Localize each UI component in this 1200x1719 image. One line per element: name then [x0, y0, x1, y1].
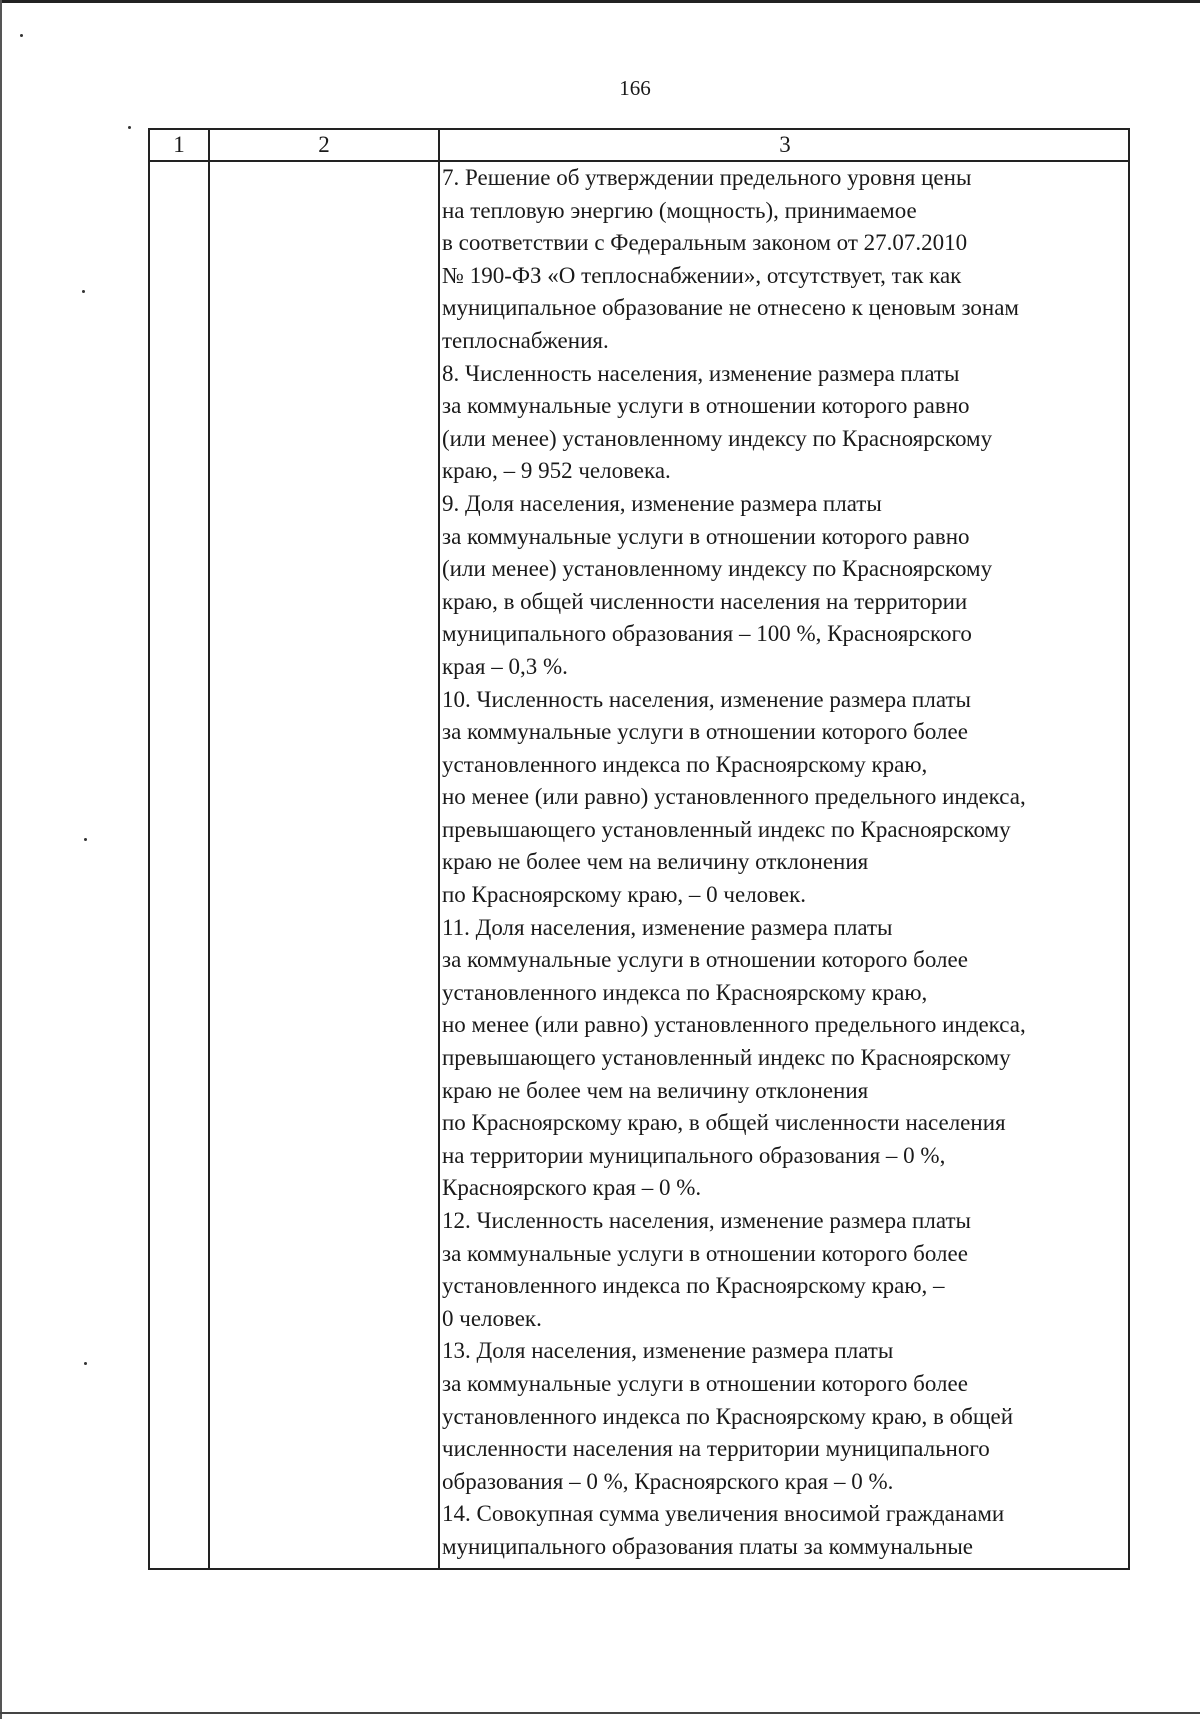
- text-line: превышающего установленный индекс по Красноярскому: [442, 1045, 1011, 1071]
- page-number: 166: [619, 76, 651, 100]
- text-line: муниципального образования – 100 %, Красноярского: [442, 621, 972, 647]
- text-line: 8. Численность населения, изменение размера платы: [442, 360, 960, 386]
- column-divider: [438, 130, 440, 1568]
- text-line: образования – 0 %, Красноярского края – 0 %.: [442, 1468, 894, 1494]
- text-line: муниципального образования платы за коммунальные: [442, 1533, 973, 1559]
- text-line: установленного индекса по Красноярскому краю,: [442, 751, 928, 777]
- text-line: за коммунальные услуги в отношении которого равно: [442, 393, 970, 419]
- text-line: численности населения на территории муниципального: [442, 1436, 990, 1462]
- text-line: Красноярского края – 0 %.: [442, 1175, 702, 1201]
- text-line: за коммунальные услуги в отношении которого равно: [442, 523, 970, 549]
- scan-speck: [82, 290, 85, 293]
- text-line: за коммунальные услуги в отношении которого более: [442, 719, 968, 745]
- text-line: за коммунальные услуги в отношении которого более: [442, 947, 968, 973]
- scan-edge-left: [0, 0, 2, 1719]
- column-header-3: 3: [779, 132, 791, 157]
- column-header-1: 1: [173, 132, 185, 157]
- text-line: за коммунальные услуги в отношении которого более: [442, 1370, 968, 1396]
- text-line: края – 0,3 %.: [442, 653, 568, 679]
- text-line: муниципальное образование не отнесено к ценовым зонам: [442, 295, 1019, 321]
- text-line: 12. Численность населения, изменение размера платы: [442, 1208, 971, 1233]
- text-line: 9. Доля населения, изменение размера платы: [442, 490, 882, 516]
- column-divider: [208, 130, 210, 1568]
- text-line: (или менее) установленному индексу по Красноярскому: [442, 556, 993, 582]
- text-line: 7. Решение об утверждении предельного уровня цены: [442, 165, 972, 190]
- text-line: 10. Численность населения, изменение размера платы: [442, 686, 971, 712]
- column-3-cell: [442, 162, 1132, 1564]
- scan-edge-bottom: [0, 1712, 1200, 1714]
- column-header-2: 2: [318, 132, 330, 157]
- text-line: на территории муниципального образования – 0 %,: [442, 1142, 946, 1168]
- text-line: в соответствии с Федеральным законом от 27.07.2010: [442, 230, 968, 256]
- text-line: по Красноярскому краю, в общей численности населения: [442, 1110, 1006, 1136]
- document-table: [148, 128, 1130, 1570]
- text-line: 14. Совокупная сумма увеличения вносимой гражданами: [442, 1501, 1005, 1527]
- scan-speck: [84, 838, 87, 841]
- text-line: установленного индекса по Красноярскому краю, –: [442, 1273, 945, 1299]
- text-line: (или менее) установленному индексу по Красноярскому: [442, 425, 993, 451]
- text-line: краю, – 9 952 человека.: [442, 458, 671, 484]
- text-line: 11. Доля населения, изменение размера платы: [442, 914, 893, 940]
- text-line: краю не более чем на величину отклонения: [442, 1077, 869, 1103]
- scan-edge-top: [0, 0, 1200, 3]
- text-line: № 190-ФЗ «О теплоснабжении», отсутствует, так как: [442, 262, 962, 288]
- text-line: превышающего установленный индекс по Красноярскому: [442, 816, 1011, 842]
- text-line: установленного индекса по Красноярскому краю, в общей: [442, 1403, 1014, 1429]
- text-line: теплоснабжения.: [442, 327, 609, 353]
- text-line: краю, в общей численности населения на территории: [442, 588, 968, 614]
- text-line: краю не более чем на величину отклонения: [442, 849, 869, 875]
- text-line: но менее (или равно) установленного предельного индекса,: [442, 784, 1026, 810]
- text-line: по Красноярскому краю, – 0 человек.: [442, 882, 807, 908]
- scan-speck: [20, 34, 23, 37]
- scan-speck: [128, 126, 131, 129]
- text-line: 0 человек.: [442, 1305, 542, 1331]
- scan-speck: [84, 1362, 87, 1365]
- text-line: но менее (или равно) установленного предельного индекса,: [442, 1012, 1026, 1038]
- text-line: установленного индекса по Красноярскому краю,: [442, 979, 928, 1005]
- text-line: на тепловую энергию (мощность), принимаемое: [442, 197, 917, 223]
- text-line: за коммунальные услуги в отношении которого более: [442, 1240, 968, 1266]
- text-line: 13. Доля населения, изменение размера платы: [442, 1338, 894, 1364]
